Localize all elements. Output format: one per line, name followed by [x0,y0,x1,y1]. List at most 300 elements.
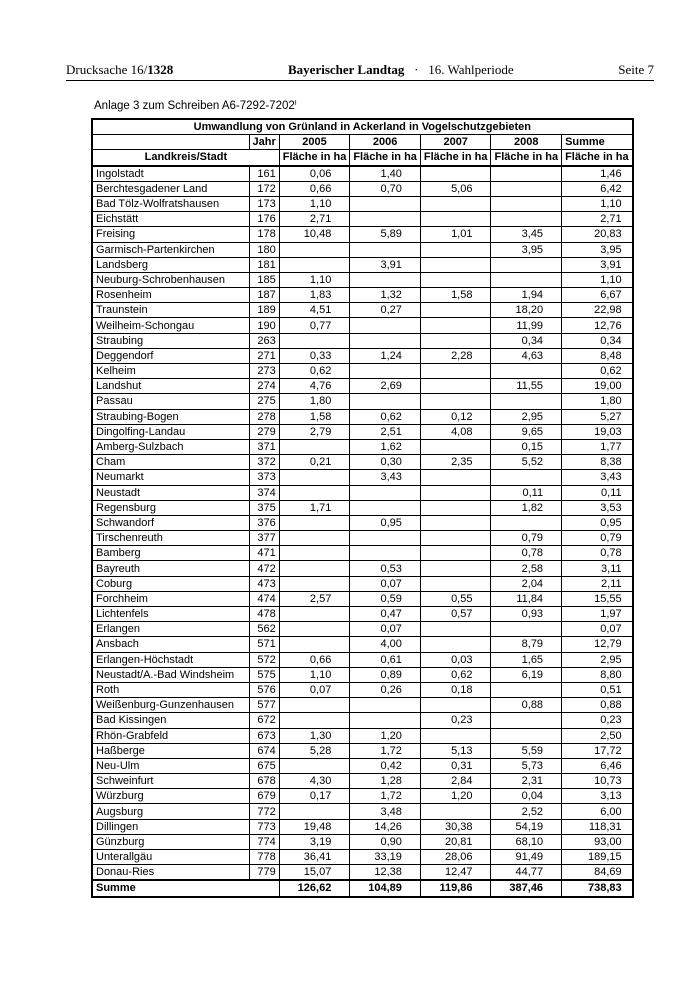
district-code: 176 [249,212,279,227]
table-row [92,531,633,546]
district-name: Haßberge [92,743,249,758]
district-name: Weilheim-Schongau [92,318,249,333]
value-2005 [279,804,350,819]
value-2006 [350,546,421,561]
district-name: Landshut [92,379,249,394]
totals-label: Summe [92,880,279,896]
district-name: Cham [92,455,249,470]
district-name: Garmisch-Partenkirchen [92,242,249,257]
value-sum: 3,13 [562,789,633,804]
district-name: Schwandorf [92,515,249,530]
sum-header: Summe [562,135,633,150]
value-2006: 0,89 [350,667,421,682]
district-code: 577 [249,698,279,713]
value-2006: 0,53 [350,561,421,576]
value-2005 [279,333,350,348]
district-name: Neu-Ulm [92,758,249,773]
value-sum: 20,83 [562,227,633,242]
value-2006: 3,43 [350,470,421,485]
district-name: Erlangen-Höchstadt [92,652,249,667]
district-code: 562 [249,622,279,637]
table-row [92,804,633,819]
district-name: Würzburg [92,789,249,804]
value-sum: 19,00 [562,379,633,394]
value-2006: 3,48 [350,804,421,819]
district-name: Straubing [92,333,249,348]
value-2006 [350,333,421,348]
value-2008 [491,212,562,227]
value-2008: 2,58 [491,561,562,576]
value-2005 [279,515,350,530]
year-2008: 2008 [491,135,562,150]
district-code: 372 [249,455,279,470]
value-2006 [350,394,421,409]
year-2006: 2006 [350,135,421,150]
value-2007: 1,01 [420,227,491,242]
value-sum: 0,07 [562,622,633,637]
table-row [92,318,633,333]
district-name: Eichstätt [92,212,249,227]
table-row [92,364,633,379]
table-row [92,196,633,211]
value-2007: 0,18 [420,682,491,697]
value-2007 [420,515,491,530]
value-2007 [420,364,491,379]
district-code: 273 [249,364,279,379]
value-2007 [420,485,491,500]
value-sum: 19,03 [562,424,633,439]
district-code: 374 [249,485,279,500]
value-sum: 3,53 [562,500,633,515]
value-2007 [420,546,491,561]
value-2007 [420,561,491,576]
value-2007: 0,31 [420,758,491,773]
value-2006: 1,72 [350,789,421,804]
value-2005 [279,470,350,485]
table-row [92,348,633,363]
total-2006: 104,89 [350,880,421,896]
table-row [92,774,633,789]
value-2007 [420,242,491,257]
district-code: 375 [249,500,279,515]
value-sum: 0,23 [562,713,633,728]
district-name: Traunstein [92,303,249,318]
value-2008: 0,88 [491,698,562,713]
page-header [66,62,654,80]
value-2005: 2,57 [279,591,350,606]
value-sum: 0,95 [562,515,633,530]
value-sum: 1,46 [562,166,633,182]
total-2008: 387,46 [491,880,562,896]
district-name: Regensburg [92,500,249,515]
value-2007: 2,28 [420,348,491,363]
unit-header: Fläche in ha [420,150,491,166]
value-2005 [279,713,350,728]
value-2007 [420,804,491,819]
district-code: 778 [249,850,279,865]
value-2008: 18,20 [491,303,562,318]
value-2005: 5,28 [279,743,350,758]
district-code: 473 [249,576,279,591]
value-2008 [491,196,562,211]
value-2008 [491,166,562,182]
value-sum: 1,80 [562,394,633,409]
value-sum: 93,00 [562,834,633,849]
value-2006: 1,24 [350,348,421,363]
value-2007: 1,58 [420,288,491,303]
district-name: Augsburg [92,804,249,819]
district-name: Rosenheim [92,288,249,303]
value-2005: 0,33 [279,348,350,363]
table-row [92,865,633,881]
value-2006: 1,72 [350,743,421,758]
value-2008: 0,04 [491,789,562,804]
district-code: 772 [249,804,279,819]
value-sum: 6,46 [562,758,633,773]
table-row [92,227,633,242]
total-2007: 119,86 [420,880,491,896]
value-2006: 0,27 [350,303,421,318]
value-2008: 91,49 [491,850,562,865]
value-sum: 118,31 [562,819,633,834]
value-sum: 2,50 [562,728,633,743]
district-code: 274 [249,379,279,394]
value-2006: 33,19 [350,850,421,865]
table-row [92,758,633,773]
value-2006 [350,698,421,713]
value-2007 [420,637,491,652]
district-name: Erlangen [92,622,249,637]
value-2008: 0,15 [491,439,562,454]
value-2008: 0,79 [491,531,562,546]
value-2008: 3,95 [491,242,562,257]
table-row [92,166,633,182]
value-2005: 0,17 [279,789,350,804]
district-name: Schweinfurt [92,774,249,789]
district-code: 172 [249,181,279,196]
value-sum: 12,79 [562,637,633,652]
value-2007: 28,06 [420,850,491,865]
district-code: 373 [249,470,279,485]
district-name: Tirschenreuth [92,531,249,546]
value-2008 [491,622,562,637]
value-2008 [491,713,562,728]
value-2008: 5,59 [491,743,562,758]
value-2005 [279,531,350,546]
value-2006 [350,212,421,227]
value-2005: 4,51 [279,303,350,318]
value-2008: 4,63 [491,348,562,363]
district-code: 275 [249,394,279,409]
district-code: 675 [249,758,279,773]
value-2005 [279,758,350,773]
table-row [92,333,633,348]
value-2007: 2,84 [420,774,491,789]
district-code: 678 [249,774,279,789]
value-2005: 2,79 [279,424,350,439]
value-2007 [420,531,491,546]
table-row [92,455,633,470]
value-2006: 0,07 [350,622,421,637]
value-2005: 0,06 [279,166,350,182]
district-code: 279 [249,424,279,439]
value-2005: 0,66 [279,181,350,196]
district-name: Neumarkt [92,470,249,485]
table-row [92,728,633,743]
value-2008: 0,93 [491,607,562,622]
district-name: Bayreuth [92,561,249,576]
table-row [92,379,633,394]
value-sum: 3,91 [562,257,633,272]
value-2005: 0,66 [279,652,350,667]
value-2007: 0,62 [420,667,491,682]
value-2005 [279,485,350,500]
district-name: Rhön-Grabfeld [92,728,249,743]
district-code: 173 [249,196,279,211]
value-2006: 0,95 [350,515,421,530]
district-code: 571 [249,637,279,652]
value-2007: 2,35 [420,455,491,470]
value-2007 [420,166,491,182]
table-row [92,424,633,439]
value-2006: 1,20 [350,728,421,743]
value-2008: 2,31 [491,774,562,789]
value-2005 [279,546,350,561]
value-sum: 5,27 [562,409,633,424]
value-2007 [420,394,491,409]
table-title-row [92,119,633,135]
value-sum: 17,72 [562,743,633,758]
value-2008: 0,78 [491,546,562,561]
value-2008 [491,394,562,409]
district-code: 377 [249,531,279,546]
district-code: 472 [249,561,279,576]
district-name: Unterallgäu [92,850,249,865]
value-2008: 2,52 [491,804,562,819]
value-sum: 8,38 [562,455,633,470]
value-sum: 3,95 [562,242,633,257]
value-2006: 1,62 [350,439,421,454]
value-2008: 68,10 [491,834,562,849]
value-2006 [350,272,421,287]
value-2008: 11,55 [491,379,562,394]
district-code: 575 [249,667,279,682]
district-name: Günzburg [92,834,249,849]
value-2008: 9,65 [491,424,562,439]
value-sum: 2,95 [562,652,633,667]
value-2005 [279,637,350,652]
value-2008: 5,73 [491,758,562,773]
value-2006: 14,26 [350,819,421,834]
value-2008 [491,470,562,485]
value-sum: 22,98 [562,303,633,318]
district-name: Weißenburg-Gunzenhausen [92,698,249,713]
value-2006: 0,59 [350,591,421,606]
value-2007 [420,303,491,318]
value-2007 [420,439,491,454]
value-2005: 36,41 [279,850,350,865]
district-name: Neustadt [92,485,249,500]
value-2007: 0,23 [420,713,491,728]
unit-header: Fläche in ha [562,150,633,166]
value-2007 [420,257,491,272]
district-code: 576 [249,682,279,697]
value-2008: 1,65 [491,652,562,667]
value-2006: 2,51 [350,424,421,439]
table-row [92,713,633,728]
annex-label: Anlage 3 zum Schreiben $A6-7292-7202^I$ [94,100,297,112]
value-2005: 1,58 [279,409,350,424]
value-sum: 10,73 [562,774,633,789]
value-2005: 10,48 [279,227,350,242]
table-row [92,682,633,697]
unit-header: Fläche in ha [350,150,421,166]
value-2008 [491,181,562,196]
value-2007 [420,698,491,713]
district-name: Berchtesgadener Land [92,181,249,196]
district-code: 187 [249,288,279,303]
value-2006: 1,40 [350,166,421,182]
value-2007 [420,500,491,515]
value-sum: 0,62 [562,364,633,379]
district-code: 178 [249,227,279,242]
unit-header-row [92,150,633,166]
value-2005: 2,71 [279,212,350,227]
value-2006: 2,69 [350,379,421,394]
value-2007 [420,622,491,637]
district-code: 180 [249,242,279,257]
value-2005: 1,10 [279,272,350,287]
value-2006 [350,242,421,257]
table-row [92,485,633,500]
district-name: Coburg [92,576,249,591]
table-row [92,637,633,652]
value-2007 [420,379,491,394]
value-2007: 0,03 [420,652,491,667]
value-2008 [491,728,562,743]
totals-row [92,880,633,896]
value-sum: 0,79 [562,531,633,546]
value-2005: 3,19 [279,834,350,849]
value-2008: 0,34 [491,333,562,348]
value-2006: 0,61 [350,652,421,667]
table-title: Umwandlung von Grünland in Ackerland in Vogelschutzgebieten [92,119,633,135]
table-row [92,576,633,591]
value-2007 [420,333,491,348]
district-name: Ingolstadt [92,166,249,182]
district-name: Straubing-Bogen [92,409,249,424]
district-code: 674 [249,743,279,758]
parliament-title: Bayerischer Landtag · 16. Wahlperiode [288,62,514,77]
district-code: 779 [249,865,279,881]
total-sum: 738,83 [562,880,633,896]
year-2007: 2007 [420,135,491,150]
value-sum: 0,88 [562,698,633,713]
district-name: Dillingen [92,819,249,834]
district-code: 572 [249,652,279,667]
value-2007 [420,728,491,743]
value-2006: 1,32 [350,288,421,303]
value-2006: 5,89 [350,227,421,242]
table-row [92,622,633,637]
table-row [92,470,633,485]
conversion-table [91,118,634,898]
value-2007: 5,06 [420,181,491,196]
value-2005: 15,07 [279,865,350,881]
value-2005: 4,76 [279,379,350,394]
value-sum: 3,11 [562,561,633,576]
value-2007 [420,318,491,333]
page-number: Seite 7 [618,62,654,77]
value-2006: 0,42 [350,758,421,773]
value-sum: 0,51 [562,682,633,697]
value-sum: 3,43 [562,470,633,485]
value-2007: 0,55 [420,591,491,606]
value-sum: 6,42 [562,181,633,196]
unit-header: Fläche in ha [491,150,562,166]
value-2005: 1,71 [279,500,350,515]
value-2007 [420,470,491,485]
table-row [92,394,633,409]
value-2005: 0,62 [279,364,350,379]
value-sum: 0,34 [562,333,633,348]
value-sum: 1,97 [562,607,633,622]
value-2005: 1,10 [279,196,350,211]
value-2008: 3,45 [491,227,562,242]
value-2006: 0,62 [350,409,421,424]
district-name: Deggendorf [92,348,249,363]
value-2006 [350,713,421,728]
table-row [92,212,633,227]
district-code: 278 [249,409,279,424]
value-2007 [420,196,491,211]
value-2005: 0,77 [279,318,350,333]
value-sum: 1,10 [562,272,633,287]
value-sum: 8,80 [562,667,633,682]
value-2006 [350,485,421,500]
value-2005 [279,622,350,637]
value-sum: 0,78 [562,546,633,561]
value-2006: 0,90 [350,834,421,849]
value-2005: 1,10 [279,667,350,682]
table-row [92,181,633,196]
value-sum: 1,77 [562,439,633,454]
district-code: 673 [249,728,279,743]
district-name: Bad Tölz-Wolfratshausen [92,196,249,211]
district-code: 190 [249,318,279,333]
value-2007 [420,212,491,227]
value-2005: 4,30 [279,774,350,789]
table-row [92,789,633,804]
value-2008 [491,515,562,530]
table-row [92,850,633,865]
value-2006: 1,28 [350,774,421,789]
value-sum: 2,11 [562,576,633,591]
district-name: Donau-Ries [92,865,249,881]
district-code: 161 [249,166,279,182]
value-2007: 5,13 [420,743,491,758]
year-label: Jahr [249,135,279,150]
value-2007: 1,20 [420,789,491,804]
district-code: 478 [249,607,279,622]
value-2008: 2,04 [491,576,562,591]
district-name: Bad Kissingen [92,713,249,728]
value-sum: 6,67 [562,288,633,303]
value-2008 [491,364,562,379]
value-2007 [420,272,491,287]
table-row [92,242,633,257]
district-code: 376 [249,515,279,530]
